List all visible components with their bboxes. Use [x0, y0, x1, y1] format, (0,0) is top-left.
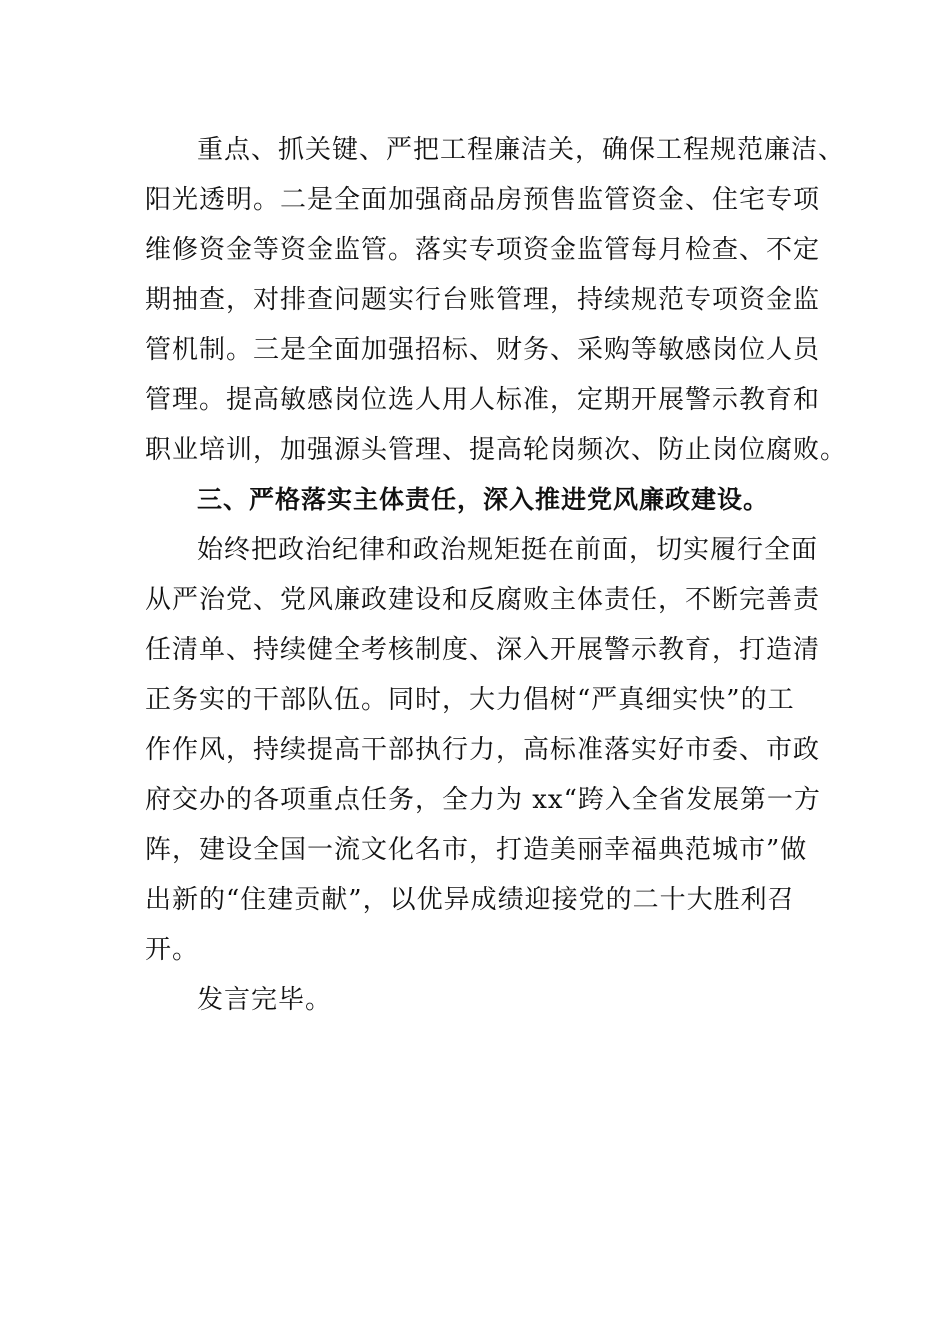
text-line: 府交办的各项重点任务，全力为 xx“跨入全省发展第一方 — [145, 785, 821, 815]
document-body — [145, 125, 848, 1025]
text-line: 职业培训，加强源头管理、提高轮岗频次、防止岗位腐败。 — [145, 435, 848, 465]
text-line: 正务实的干部队伍。同时，大力倡树“严真细实快”的工 — [145, 685, 795, 715]
text-line: 管机制。三是全面加强招标、财务、采购等敏感岗位人员 — [145, 335, 821, 365]
text-line: 开。 — [145, 935, 200, 965]
paragraph-section-3 — [145, 525, 835, 975]
text-line: 期抽查，对排查问题实行台账管理，持续规范专项资金监 — [145, 285, 821, 315]
text-line: 从严治党、党风廉政建设和反腐败主体责任，不断完善责 — [145, 585, 821, 615]
text-line: 阵，建设全国一流文化名市，打造美丽幸福典范城市”做 — [145, 835, 808, 865]
text-line: 始终把政治纪律和政治规矩挺在前面，切实履行全面 — [197, 535, 819, 565]
text-line: 阳光透明。二是全面加强商品房预售监管资金、住宅专项 — [145, 185, 821, 215]
section-heading-3 — [145, 475, 835, 525]
text-line: 出新的“住建贡献”，以优异成绩迎接党的二十大胜利召 — [145, 885, 795, 915]
text-line: 作作风，持续提高干部执行力，高标准落实好市委、市政 — [145, 735, 821, 765]
closing-paragraph — [145, 975, 835, 1025]
heading-text: 三、严格落实主体责任，深入推进党风廉政建设。 — [197, 485, 770, 514]
text-line: 维修资金等资金监管。落实专项资金监管每月检查、不定 — [145, 235, 821, 265]
closing-text: 发言完毕。 — [197, 985, 333, 1015]
text-line: 重点、抓关键、严把工程廉洁关，确保工程规范廉洁、 — [197, 135, 846, 165]
text-line: 任清单、持续健全考核制度、深入开展警示教育，打造清 — [145, 635, 821, 665]
paragraph-continued — [145, 125, 848, 475]
text-line: 管理。提高敏感岗位选人用人标准，定期开展警示教育和 — [145, 385, 821, 415]
